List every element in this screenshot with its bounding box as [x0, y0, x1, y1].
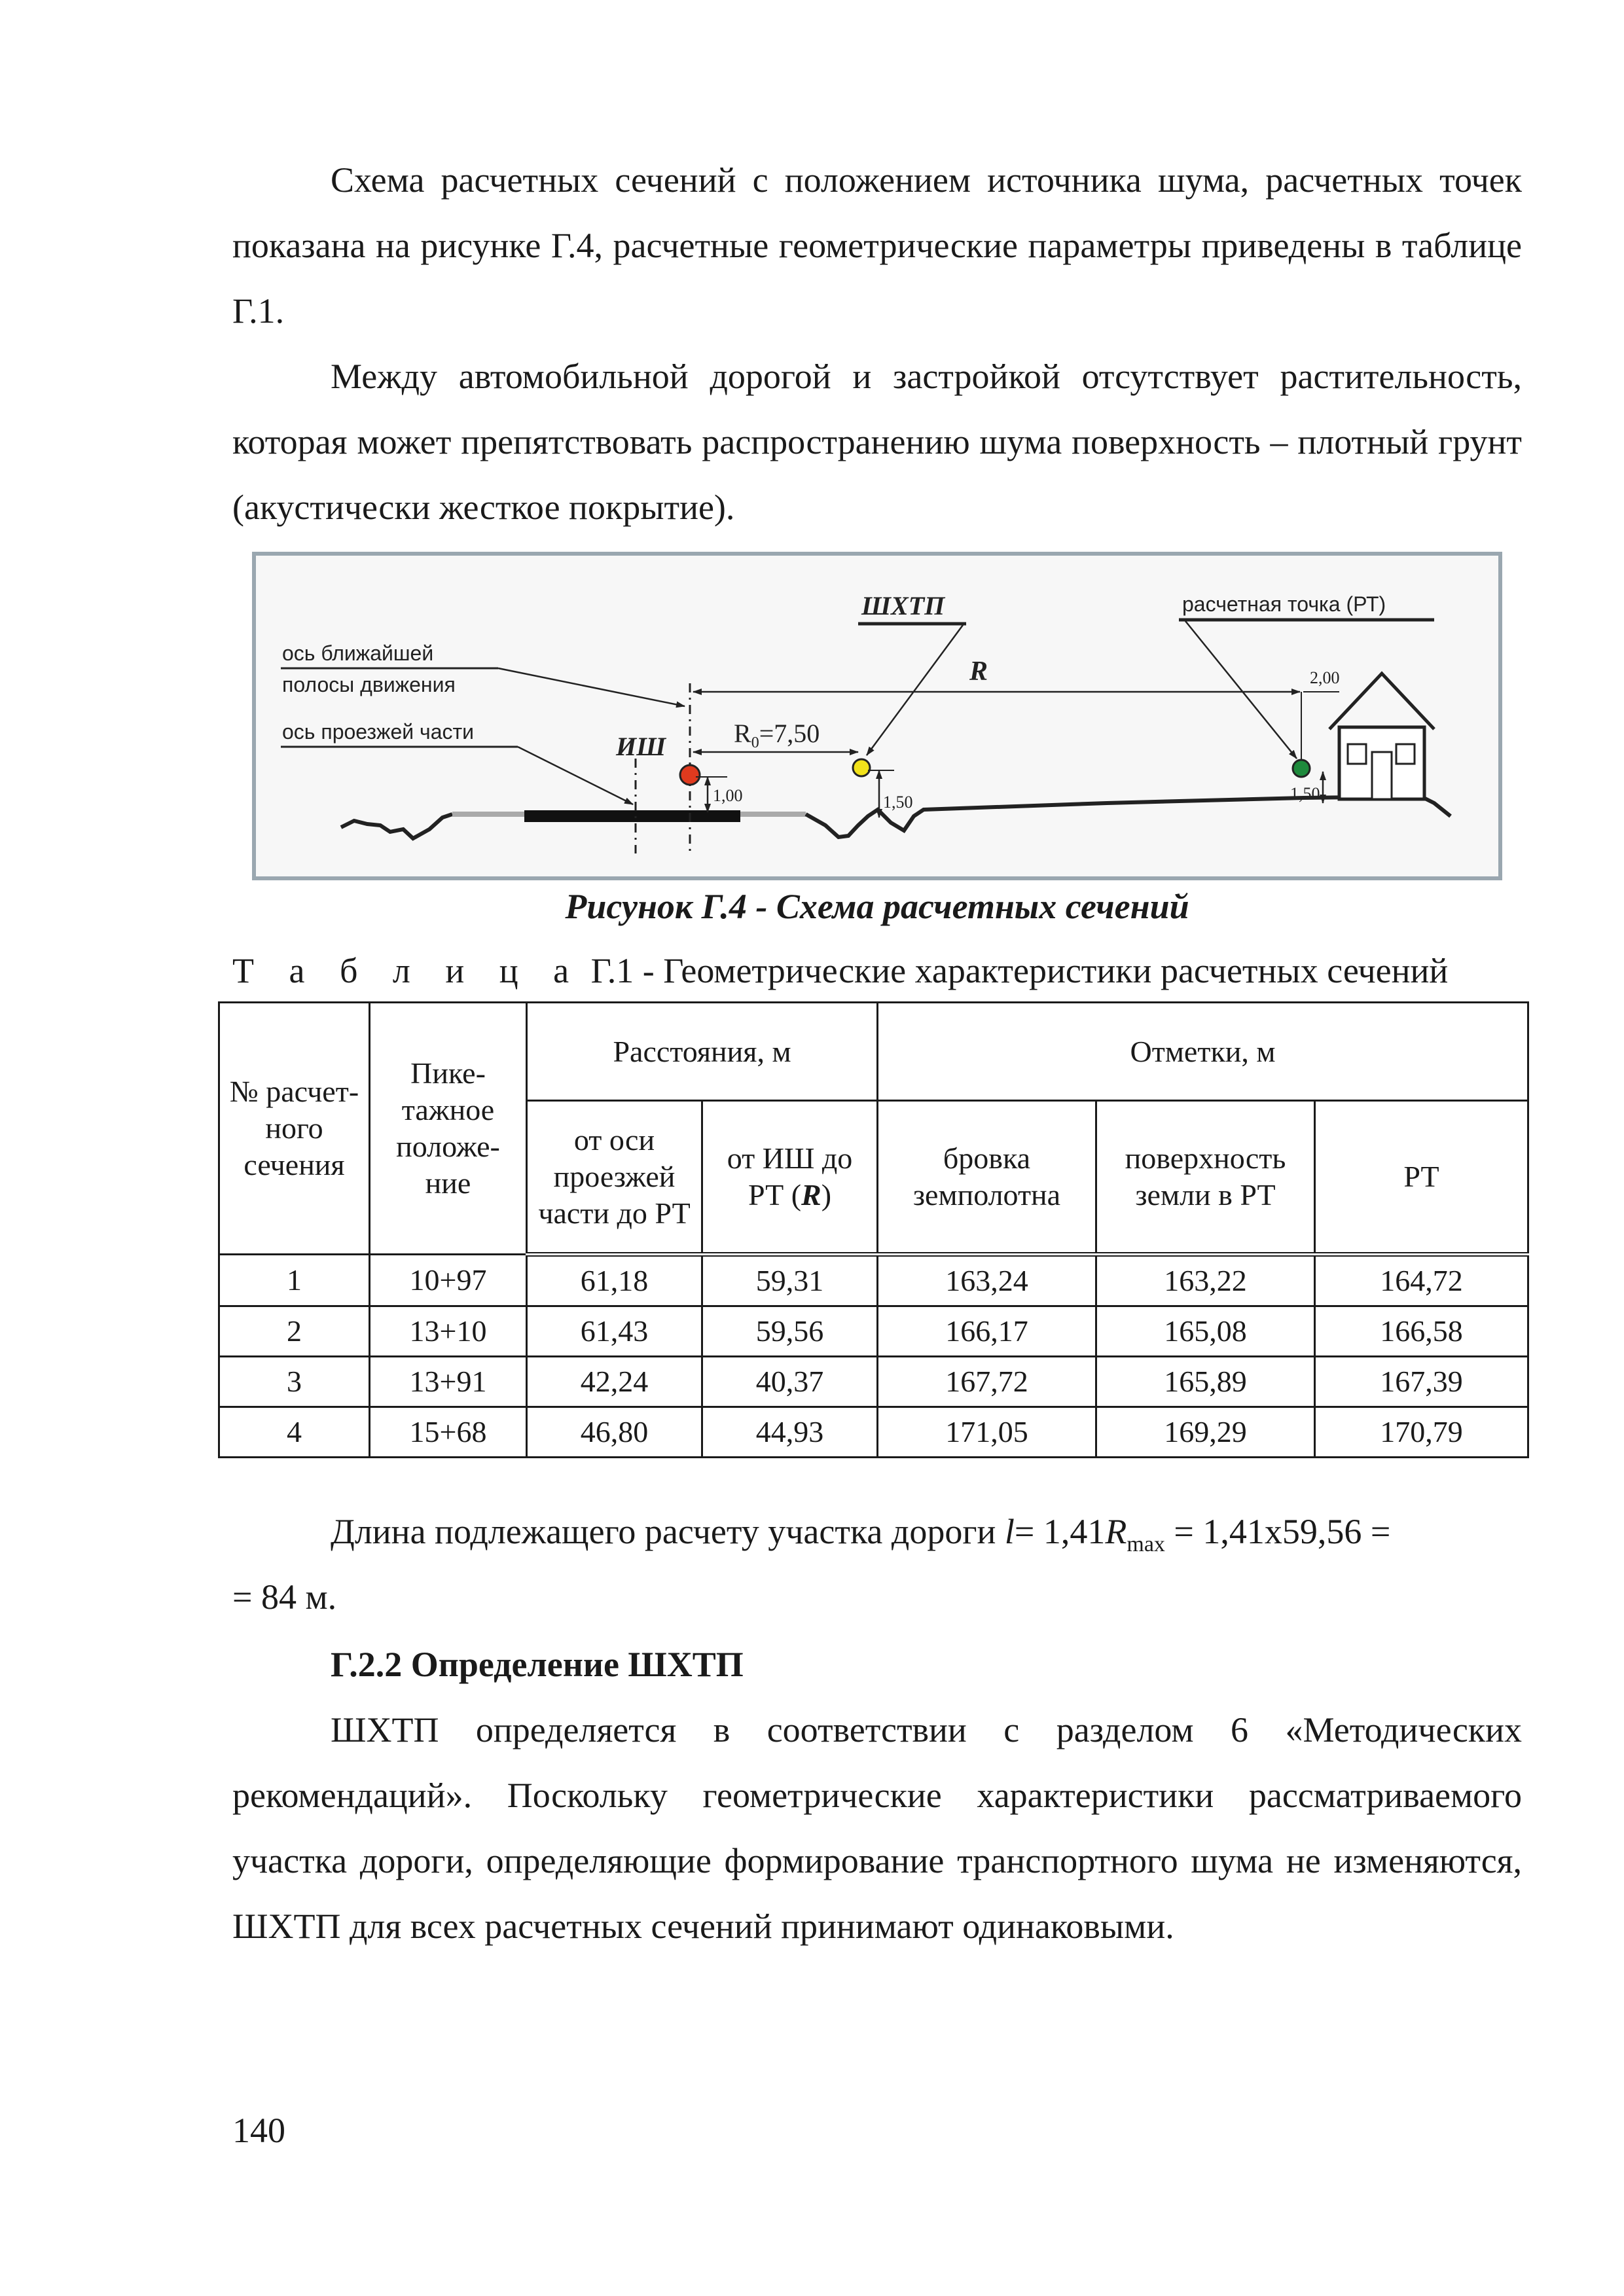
label-lane-axis-2: полосы движения [282, 673, 456, 696]
table-row: 3 13+91 42,24 40,37 167,72 165,89 167,39 [219, 1357, 1528, 1407]
dim-label-200: 2,00 [1310, 668, 1340, 687]
terrain-left-line [341, 814, 452, 838]
label-rt: расчетная точка (РТ) [1182, 592, 1386, 616]
paragraph-shxtp: ШХТП определяется в соответствии с разделом 6 «Методических рекомендаций». Поскольку геометрические характеристики рассматриваемого участка дороги, определяющие формирование транспортного шума не изменяются, ШХТП для всех расчетных сечений принимают одинаковыми. [232, 1710, 1522, 1946]
paragraph-formula: Длина подлежащего расчету участка дороги $l= 1,41R_{max} = 1,41х59,56$ = [331, 1512, 1391, 1556]
label-ish: ИШ [616, 732, 666, 761]
table-row: 1 10+97 61,18 59,31 163,24 163,22 164,72 [219, 1255, 1528, 1306]
header-section-number: № расчет-ного сечения [219, 1003, 370, 1255]
label-shxtp: ШХТП [861, 591, 945, 620]
section-heading: Г.2.2 Определение ШХТП [331, 1645, 744, 1684]
rt-leader [1185, 621, 1297, 759]
page-number: 140 [232, 2111, 285, 2150]
header-mark-ground: поверхность земли в РТ [1096, 1101, 1315, 1255]
label-road-axis: ось проезжей части [282, 720, 475, 744]
geometry-table [218, 1001, 1529, 1458]
dim-label-150-a: 1,50 [883, 793, 913, 812]
figure-cross-section [252, 552, 1502, 880]
label-r0: $R_0=7,50$ [734, 719, 820, 751]
cross-section-diagram [256, 556, 1498, 876]
dim-label-100: 1,00 [713, 786, 743, 805]
paragraph-formula-result: = 84 м. [232, 1577, 337, 1617]
shxtp-leader [867, 625, 963, 755]
header-mark-edge: бровка земполотна [878, 1101, 1096, 1255]
header-marks: Отметки, м [878, 1003, 1528, 1101]
label-lane-axis-1: ось ближайшей [282, 641, 434, 665]
header-picket: Пике-тажное положе-ние [370, 1003, 527, 1255]
rt-calc-point-dot [1293, 760, 1310, 777]
header-distances: Расстояния, м [527, 1003, 878, 1101]
dim-label-150-b: 1,50 [1290, 784, 1320, 803]
figure-caption: Рисунок Г.4 - Схема расчетных сечений [565, 887, 1189, 926]
table-title: Т а б л и ц а Г.1 - Геометрические характеристики расчетных сечений [232, 951, 1449, 990]
noise-source-dot [680, 765, 700, 785]
house-icon [1329, 673, 1434, 799]
header-distance-source: от ИШ до РТ (R) [702, 1101, 878, 1255]
lane-axis-leader [498, 668, 685, 706]
table-row: 2 13+10 61,43 59,56 166,17 165,08 166,58 [219, 1306, 1528, 1357]
near-calc-point-dot [853, 759, 870, 776]
paragraph-figure-reference: Схема расчетных сечений с положением источника шума, расчетных точек показана на рисунке Г.4, расчетные геометрические параметры приведены в таблице Г.1. [232, 160, 1522, 331]
paragraph-vegetation: Между автомобильной дорогой и застройкой отсутствует растительность, которая может препятствовать распространению шума поверхность – плотный грунт (акустически жесткое покрытие). [232, 357, 1522, 527]
table-row: 4 15+68 46,80 44,93 171,05 169,29 170,79 [219, 1407, 1528, 1458]
label-r: R [969, 656, 988, 687]
header-mark-rt: РТ [1315, 1101, 1528, 1255]
header-distance-axis: от оси проезжей части до РТ [527, 1101, 702, 1255]
